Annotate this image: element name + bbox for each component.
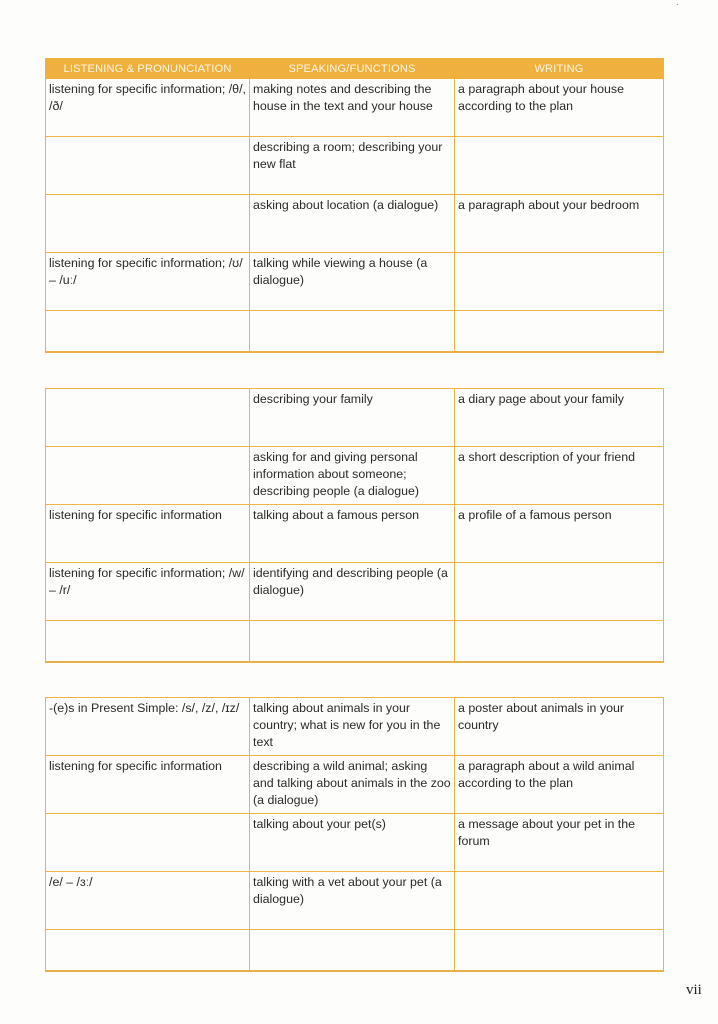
listening-cell: -(e)s in Present Simple: /s/, /z/, /ɪz/ (46, 698, 250, 756)
table-row (46, 621, 664, 662)
listening-cell: listening for specific information; /ʊ/ – /uː/ (46, 253, 250, 311)
table-row (46, 447, 664, 505)
table-row (46, 137, 664, 195)
table-row (46, 253, 664, 311)
speaking-cell: talking about a famous person (250, 505, 455, 563)
speaking-cell (250, 930, 455, 971)
table-row (46, 563, 664, 621)
header-listening: LISTENING & PRONUNCIATION (46, 59, 250, 79)
table-row (46, 872, 664, 930)
page-number: vii (686, 982, 702, 998)
syllabus-table-unit-3 (45, 697, 664, 972)
writing-cell (455, 621, 664, 662)
listening-cell (46, 195, 250, 253)
speaking-cell (250, 311, 455, 352)
table-row (46, 756, 664, 814)
table-row (46, 814, 664, 872)
table-row (46, 79, 664, 137)
table-row (46, 389, 664, 447)
listening-cell (46, 137, 250, 195)
writing-cell (455, 311, 664, 352)
table-row (46, 505, 664, 563)
table-row (46, 698, 664, 756)
listening-cell: listening for specific information (46, 756, 250, 814)
listening-cell: /e/ – /ɜː/ (46, 872, 250, 930)
writing-cell: a paragraph about your house according to the plan (455, 79, 664, 137)
writing-cell (455, 930, 664, 971)
syllabus-table-unit-1 (45, 58, 664, 353)
corner-mark: · (676, 0, 679, 9)
listening-cell (46, 389, 250, 447)
table-row (46, 311, 664, 352)
listening-cell (46, 447, 250, 505)
speaking-cell (250, 621, 455, 662)
header-speaking: SPEAKING/FUNCTIONS (250, 59, 455, 79)
writing-cell (455, 563, 664, 621)
header-row (46, 59, 664, 79)
writing-cell: a paragraph about your bedroom (455, 195, 664, 253)
syllabus-table-unit-2 (45, 388, 664, 663)
writing-cell (455, 137, 664, 195)
listening-cell (46, 930, 250, 971)
writing-cell: a diary page about your family (455, 389, 664, 447)
header-writing: WRITING (455, 59, 664, 79)
speaking-cell: describing your family (250, 389, 455, 447)
writing-cell (455, 253, 664, 311)
speaking-cell: describing a wild animal; asking and talking about animals in the zoo (a dialogue) (250, 756, 455, 814)
speaking-cell: talking while viewing a house (a dialogue) (250, 253, 455, 311)
speaking-cell: talking about your pet(s) (250, 814, 455, 872)
listening-cell (46, 814, 250, 872)
speaking-cell: describing a room; describing your new flat (250, 137, 455, 195)
speaking-cell: talking with a vet about your pet (a dialogue) (250, 872, 455, 930)
writing-cell: a poster about animals in your country (455, 698, 664, 756)
speaking-cell: identifying and describing people (a dialogue) (250, 563, 455, 621)
table-row (46, 930, 664, 971)
writing-cell: a profile of a famous person (455, 505, 664, 563)
listening-cell: listening for specific information; /θ/, /ð/ (46, 79, 250, 137)
writing-cell: a paragraph about a wild animal according to the plan (455, 756, 664, 814)
speaking-cell: making notes and describing the house in the text and your house (250, 79, 455, 137)
listening-cell: listening for specific information; /w/ – /r/ (46, 563, 250, 621)
writing-cell: a message about your pet in the forum (455, 814, 664, 872)
speaking-cell: asking for and giving personal information about someone; describing people (a dialogue) (250, 447, 455, 505)
writing-cell (455, 872, 664, 930)
speaking-cell: talking about animals in your country; what is new for you in the text (250, 698, 455, 756)
listening-cell (46, 311, 250, 352)
listening-cell: listening for specific information (46, 505, 250, 563)
speaking-cell: asking about location (a dialogue) (250, 195, 455, 253)
table-row (46, 195, 664, 253)
writing-cell: a short description of your friend (455, 447, 664, 505)
listening-cell (46, 621, 250, 662)
